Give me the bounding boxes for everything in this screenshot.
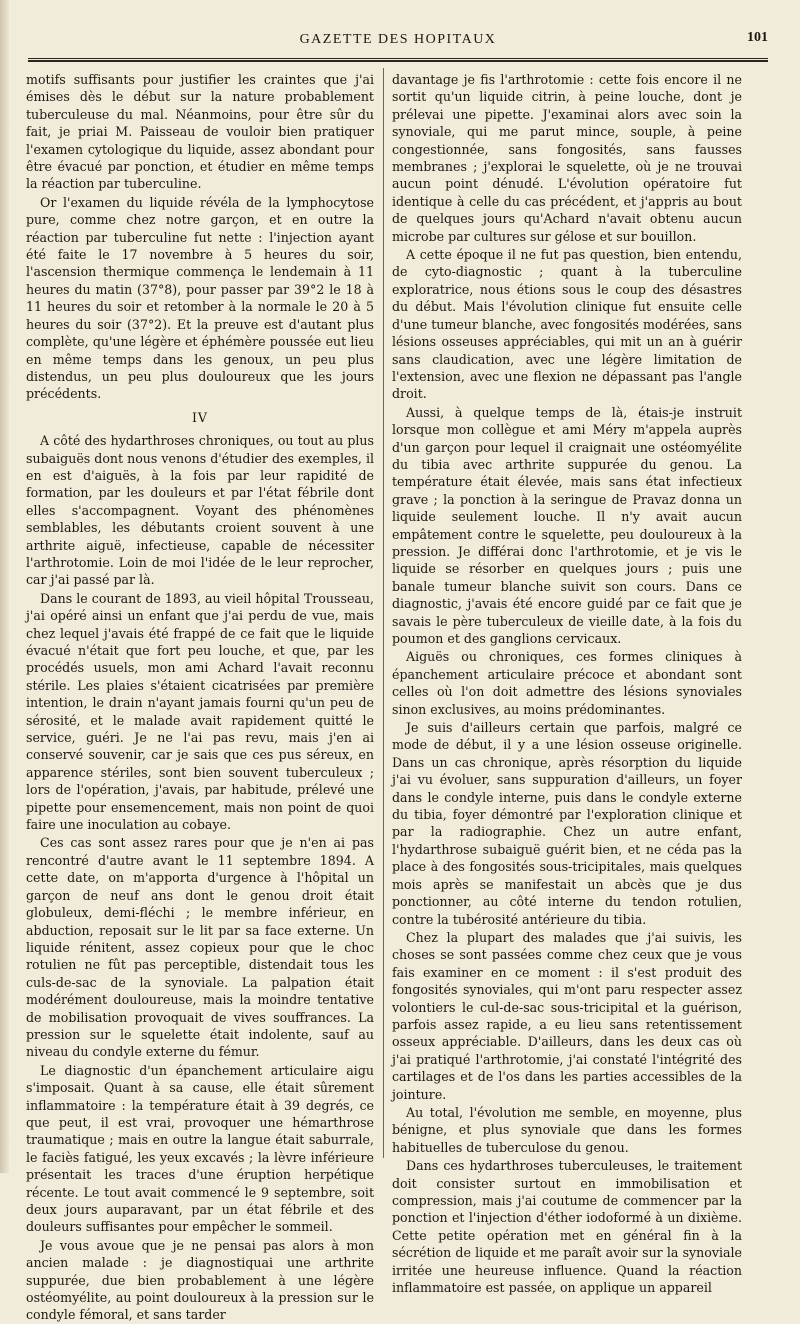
- page-spine-shadow: [0, 0, 9, 1173]
- section-number: IV: [191, 409, 209, 425]
- paragraph: Le diagnostic d'un épanchement articulaire aigu s'imposait. Quant à sa cause, elle était sûrement inflammatoire : la température était à 39 degrés, ce que peut, il est vrai, provoquer une hémarthrose traumatique ; mais en outre la langue était saburrale, le faciès fatigué, les yeux excavés ; la lèvre inférieure présentait les traces d'une éruption herpétique récente. Le tout avait commencé le 9 septembre, soit deux jours auparavant, par un état fébrile et des douleurs suffisantes pour empêcher le sommeil.: [26, 1062, 374, 1235]
- paragraph: Aiguës ou chroniques, ces formes cliniques à épanchement articulaire précoce et abondant sont celles où l'on doit admettre des lésions synoviales sinon exclusives, au moins prédominantes.: [392, 649, 742, 717]
- right-column: [392, 71, 742, 1296]
- paragraph: Dans le courant de 1893, au vieil hôpital Trousseau, j'ai opéré ainsi un enfant que j'ai perdu de vue, mais chez lequel j'avais été frappé de ce fait que le liquide évacué n'était que fort peu louche, et que, par les procédés usuels, mon ami Achard l'avait reconnu stérile. Les plaies s'étaient cicatrisées par première intention, le drain n'ayant jamais fourni qu'un peu de sérosité, et le malade avait rapidement quitté le service, guéri. Je ne l'ai pas revu, mais j'en ai conservé souvenir, car je sais que ces pus séreux, en apparence stériles, sont bien souvent tuberculeux ; lors de l'opération, j'avais, par habitude, prélevé une pipette pour ensemencement, mais non point de quoi faire une inoculation au cobaye.: [26, 590, 374, 833]
- paragraph: motifs suffisants pour justifier les craintes que j'ai émises dès le début sur la nature probablement tuberculeuse du mal. Néanmoins, pour être sûr du fait, je priai M. Paisseau de vouloir bien pratiquer l'examen cytologique du liquide, assez abondant pour être évacué par ponction, et étudier en même temps la réaction par tuberculine.: [26, 72, 374, 192]
- header-rule: [28, 58, 768, 62]
- running-title: GAZETTE DES HOPITAUX: [299, 32, 497, 47]
- paragraph: Au total, l'évolution me semble, en moyenne, plus bénigne, et plus synoviale que dans les formes habituelles de tuberculose du genou.: [392, 1104, 742, 1155]
- column-divider: [383, 68, 384, 1158]
- page-number: 101: [747, 30, 768, 45]
- paragraph: Chez la plupart des malades que j'ai suivis, les choses se sont passées comme chez ceux que je vous fais examiner en ce moment : il s'est produit des fongosités synoviales, qui m'ont paru respecter assez volontiers le cul-de-sac sous-tricipital et la guérison, parfois assez rapide, a eu lieu sans retentissement osseux appréciable. D'ailleurs, dans les deux cas où j'ai pratiqué l'arthrotomie, j'ai constaté l'intégrité des cartilages et de l'os dans les parties accessibles de la jointure.: [392, 929, 742, 1102]
- paragraph: Je suis d'ailleurs certain que parfois, malgré ce mode de début, il y a une lésion osseuse originelle. Dans un cas chronique, après résorption du liquide j'ai vu évoluer, sans suppuration d'ailleurs, un foyer dans le condyle interne, puis dans le condyle externe du tibia, foyer démontré par l'exploration clinique et par la radiographie. Chez un autre enfant, l'hydarthrose subaiguë guérit bien, et ne céda pas la place à des fongosités sous-tricipitales, mais quelques mois après se manifestait un abcès que je dus ponctionner, au côté interne du tendon rotulien, contre la tubérosité antérieure du tibia.: [392, 720, 742, 927]
- paragraph: Aussi, à quelque temps de là, étais-je instruit lorsque mon collègue et ami Méry m'appela auprès d'un garçon pour lequel il craignait une ostéomyélite du tibia avec arthrite suppurée du genou. La température était élevée, mais sans état infectieux grave ; la ponction à la seringue de Pravaz donna un liquide seulement louche. Il n'y avait aucun empâtement contre le squelette, peu douloureux à la pression. Je différai donc l'arthrotomie, et je vis le liquide se résorber en quelques jours ; puis une banale tumeur blanche suivit son cours. Dans ce diagnostic, j'avais été encore guidé par ce fait que je savais le père tuberculeux de vieille date, à la fois du poumon et des ganglions cervicaux.: [392, 404, 742, 646]
- paragraph: Or l'examen du liquide révéla de la lymphocytose pure, comme chez notre garçon, et en outre la réaction par tuberculine fut nette : l'injection ayant été faite le 17 novembre à 5 heures du soir, l'ascension thermique commença le lendemain à 11 heures du matin (37°8), pour passer par 39°2 le 18 à 11 heures du soir et retomber à la normale le 20 à 5 heures du soir (37°2). Et la preuve est d'autant plus complète, qu'une légère et éphémère poussée eut lieu en même temps dans les genoux, un peu plus distendus, un peu plus douloureux que les jours précédents.: [26, 194, 374, 402]
- paragraph: Je vous avoue que je ne pensai pas alors à mon ancien malade : je diagnostiquai une arthrite suppurée, due bien probablement à une légère ostéomyélite, au point douloureux à la pression sur le condyle fémoral, et sans tarder: [26, 1237, 374, 1323]
- paragraph: davantage je fis l'arthrotomie : cette fois encore il ne sortit qu'un liquide citrin, à peine louche, dont je prélevai une pipette. J'examinai alors avec soin la synoviale, qui me parut mince, souple, à peine congestionnée, sans fongosités, sans fausses membranes ; j'explorai le squelette, où je ne trouvai aucun point dénudé. L'évolution opératoire fut identique à celle du cas précédent, et j'appris au bout de quelques jours qu'Achard n'avait obtenu aucun microbe par cultures sur gélose et sur bouillon.: [392, 72, 742, 244]
- paragraph: Dans ces hydarthroses tuberculeuses, le traitement doit consister surtout en immobilisation et compression, mais j'ai coutume de commencer par la ponction et l'injection d'éther iodoformé à un dixième. Cette petite opération met en général fin à la sécrétion de liquide et me paraît avoir sur la synoviale irritée une heureuse influence. Quand la réaction inflammatoire est passée, on applique un appareil: [392, 1158, 742, 1296]
- paragraph: A côté des hydarthroses chroniques, ou tout au plus subaiguës dont nous venons d'étudier des exemples, il en est d'aiguës, à la fois par leur rapidité de formation, par les douleurs et par l'état fébrile dont elles s'accompagnent. Voyant des phénomènes semblables, les débutants croient souvent à une arthrite aiguë, infectieuse, capable de nécessiter l'arthrotomie. Loin de moi l'idée de le leur reprocher, car j'ai passé par là.: [26, 433, 374, 588]
- page-header: [28, 30, 768, 52]
- left-column: [26, 71, 374, 1323]
- paragraph: A cette époque il ne fut pas question, bien entendu, de cyto-diagnostic ; quant à la tuberculine exploratrice, nous étions sous le coup des désastres du début. Mais l'évolution clinique fut ensuite celle d'une tumeur blanche, avec fongosités modérées, sans lésions osseuses appréciables, qui mit un an à guérir sans claudication, avec une légère limitation de l'extension, avec une flexion ne dépassant pas l'angle droit.: [392, 247, 742, 402]
- paragraph: Ces cas sont assez rares pour que je n'en ai pas rencontré d'autre avant le 11 septembre 1894. A cette date, on m'apporta d'urgence à l'hôpital un garçon de neuf ans dont le genou droit était globuleux, demi-fléchi ; le membre inférieur, en abduction, reposait sur le lit par sa face externe. Un liquide rénitent, assez copieux pour que le choc rotulien ne fût pas perceptible, distendait tous les culs-de-sac de la synoviale. La palpation était modérément douloureuse, mais la moindre tentative de mobilisation provoquait de vives souffrances. La pression sur le squelette était indolente, sauf au niveau du condyle externe du fémur.: [26, 835, 374, 1060]
